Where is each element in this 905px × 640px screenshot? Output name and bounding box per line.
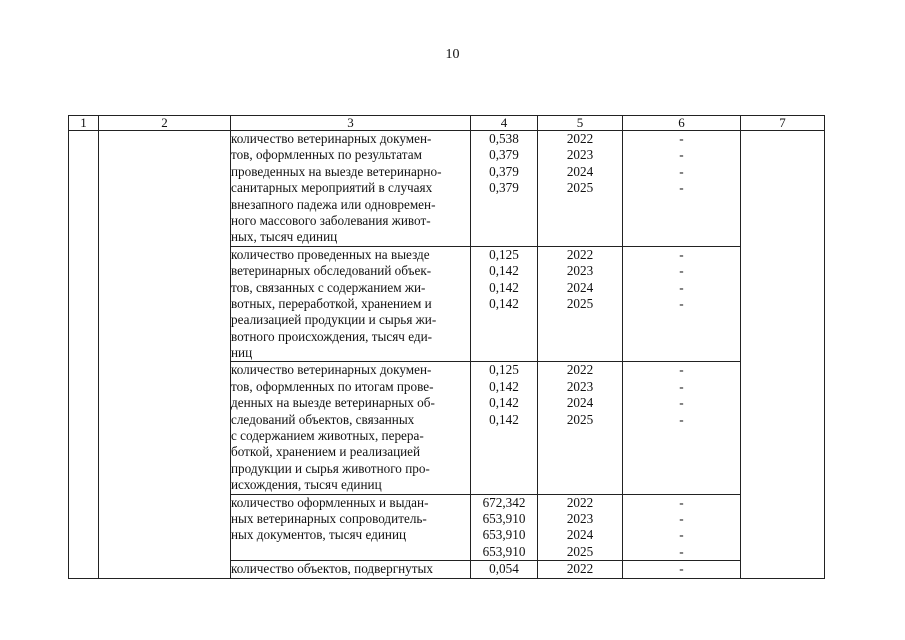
- indicator-description: [231, 362, 471, 494]
- indicator-year: 2023: [566, 510, 594, 526]
- column6-value: -: [679, 147, 684, 163]
- col1-cell: [69, 131, 99, 579]
- description-line: санитарных мероприятий в случаях: [231, 180, 433, 196]
- column6-value-cell: [623, 362, 741, 494]
- description-line: ниц: [231, 345, 253, 361]
- description-line: количество ветеринарных докумен-: [231, 362, 432, 378]
- description-line: ных, тысяч единиц: [231, 229, 338, 245]
- indicator-year: 2025: [566, 180, 594, 196]
- description-line: следований объектов, связанных: [231, 411, 415, 427]
- description-line: реализацией продукции и сырья жи-: [231, 312, 437, 328]
- indicator-value: 0,142: [489, 295, 519, 311]
- indicator-year: 2025: [566, 295, 594, 311]
- indicator-value-cell: [471, 246, 538, 362]
- description-line: ного массового заболевания живот-: [231, 212, 431, 228]
- description-line: количество оформленных и выдан-: [231, 494, 429, 510]
- column6-value: -: [679, 131, 684, 146]
- column-header: 7: [741, 116, 825, 131]
- indicator-value: 0,538: [489, 131, 519, 146]
- column6-value-cell: [623, 131, 741, 247]
- page-number: 10: [445, 47, 460, 62]
- indicator-value: 0,379: [489, 163, 519, 179]
- description-line: вотных, переработкой, хранением и: [231, 295, 432, 311]
- indicator-description: [231, 131, 471, 247]
- description-line: боткой, хранением и реализацией: [231, 444, 421, 460]
- indicator-year: 2023: [566, 378, 594, 394]
- column6-value-cell: [623, 246, 741, 362]
- column-header: 1: [69, 116, 99, 131]
- column-header: 3: [231, 116, 471, 131]
- indicator-year: 2023: [566, 147, 594, 163]
- col2-cell: [99, 131, 231, 579]
- column6-value-cell: [623, 561, 741, 578]
- indicator-year: 2024: [566, 527, 594, 543]
- indicator-year: 2023: [566, 263, 594, 279]
- column6-value: -: [679, 494, 684, 510]
- column6-value-cell: [623, 494, 741, 561]
- indicator-value: 0,379: [489, 180, 519, 196]
- column6-value: -: [679, 543, 684, 559]
- description-line: тов, оформленных по результатам: [231, 147, 422, 163]
- description-line: денных на выезде ветеринарных об-: [231, 395, 435, 411]
- description-line: количество объектов, подвергнутых: [231, 561, 433, 577]
- indicator-value: 0,054: [489, 561, 519, 577]
- indicator-value-cell: [471, 494, 538, 561]
- indicator-value: 653,910: [482, 527, 526, 543]
- column6-value: -: [679, 395, 684, 411]
- column-header: 4: [471, 116, 538, 131]
- description-line: проведенных на выезде ветеринарно-: [231, 163, 442, 179]
- indicator-year-cell: [538, 561, 623, 578]
- indicator-value: 0,142: [489, 378, 519, 394]
- indicator-value: 653,910: [482, 543, 526, 559]
- description-line: количество ветеринарных докумен-: [231, 131, 432, 146]
- indicator-value: 0,142: [489, 395, 519, 411]
- indicator-value-cell: [471, 561, 538, 578]
- column6-value: -: [679, 362, 684, 378]
- description-line: ветеринарных обследований объек-: [231, 263, 432, 279]
- indicators-table: [68, 115, 825, 579]
- column6-value: -: [679, 561, 684, 577]
- indicator-year: 2024: [566, 279, 594, 295]
- column6-value: -: [679, 411, 684, 427]
- description-line: тов, связанных с содержанием жи-: [231, 279, 426, 295]
- column-header: 5: [538, 116, 623, 131]
- indicator-value: 0,142: [489, 279, 519, 295]
- indicator-year: 2022: [566, 131, 594, 146]
- description-line: ных ветеринарных сопроводитель-: [231, 510, 427, 526]
- description-line: ных документов, тысяч единиц: [231, 527, 407, 543]
- indicator-value: 0,125: [489, 246, 519, 262]
- col7-cell: [741, 131, 825, 579]
- indicator-value: 653,910: [482, 510, 526, 526]
- description-line: количество проведенных на выезде: [231, 246, 430, 262]
- indicator-year: 2022: [566, 362, 594, 378]
- column6-value: -: [679, 295, 684, 311]
- indicator-year: 2022: [566, 246, 594, 262]
- indicator-year: 2024: [566, 395, 594, 411]
- description-line: с содержанием животных, перера-: [231, 428, 424, 444]
- indicator-year-cell: [538, 362, 623, 494]
- column6-value: -: [679, 163, 684, 179]
- indicator-year-cell: [538, 494, 623, 561]
- indicator-year: 2022: [566, 561, 594, 577]
- column6-value: -: [679, 279, 684, 295]
- indicator-value: 0,142: [489, 411, 519, 427]
- indicator-year: 2025: [566, 411, 594, 427]
- indicator-year-cell: [538, 246, 623, 362]
- indicator-description: [231, 494, 471, 561]
- column6-value: -: [679, 180, 684, 196]
- indicator-value: 0,125: [489, 362, 519, 378]
- indicator-year: 2022: [566, 494, 594, 510]
- column6-value: -: [679, 527, 684, 543]
- description-line: тов, оформленных по итогам прове-: [231, 378, 434, 394]
- column6-value: -: [679, 378, 684, 394]
- column6-value: -: [679, 510, 684, 526]
- table-header-row: [69, 116, 825, 131]
- indicator-description: [231, 561, 471, 578]
- indicator-value-cell: [471, 131, 538, 247]
- indicator-description: [231, 246, 471, 362]
- column-header: 6: [623, 116, 741, 131]
- column-header: 2: [99, 116, 231, 131]
- description-line: вотного происхождения, тысяч еди-: [231, 328, 433, 344]
- indicator-value: 672,342: [482, 494, 526, 510]
- indicator-year-cell: [538, 131, 623, 247]
- column6-value: -: [679, 246, 684, 262]
- indicator-year: 2025: [566, 543, 594, 559]
- indicator-value: 0,379: [489, 147, 519, 163]
- description-line: внезапного падежа или одновремен-: [231, 196, 436, 212]
- indicator-year: 2024: [566, 163, 594, 179]
- description-line: исхождения, тысяч единиц: [231, 477, 382, 493]
- table-row: [69, 131, 825, 247]
- indicator-value-cell: [471, 362, 538, 494]
- indicator-value: 0,142: [489, 263, 519, 279]
- description-line: продукции и сырья животного про-: [231, 460, 430, 476]
- column6-value: -: [679, 263, 684, 279]
